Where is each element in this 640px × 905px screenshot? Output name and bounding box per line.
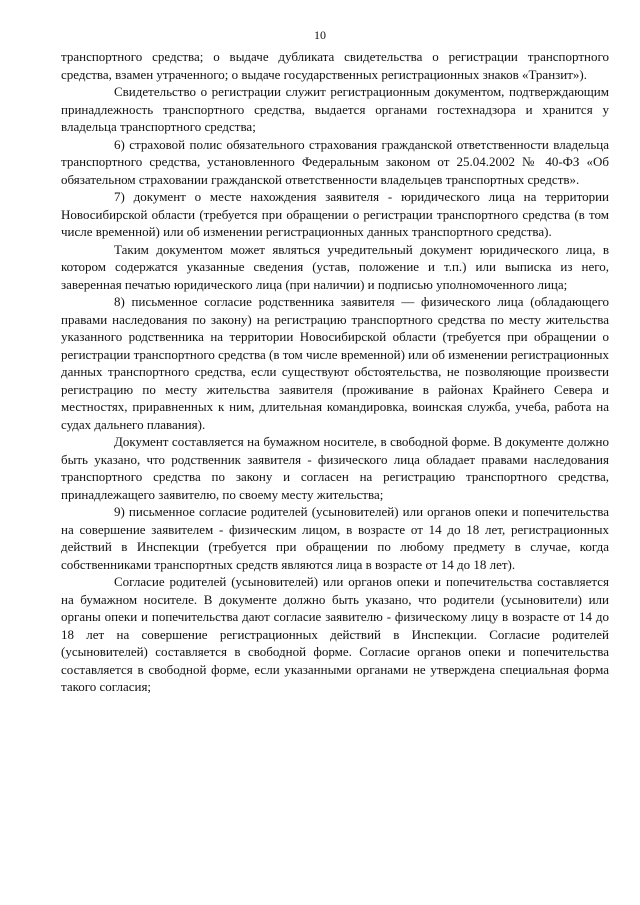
document-body <box>61 48 609 696</box>
paragraph: 7) документ о месте нахождения заявителя - юридического лица на территории Новосибирской области (требуется при обращении о регистрации транспортного средства (в том числе временной) или об изменении регистрационных данных транспортного средства). <box>61 189 609 239</box>
paragraph: транспортного средства; о выдаче дубликата свидетельства о регистрации транспортного средства, взамен утраченного; о выдаче государственных регистрационных знаков «Транзит»). <box>61 49 609 82</box>
paragraph: 9) письменное согласие родителей (усыновителей) или органов опеки и попечительства на совершение заявителем - физическим лицом, в возрасте от 14 до 18 лет, регистрационных действий в Инспекции (требуется при обращении по любому предмету в случае, когда собственниками транспортных средств являются лица в возрасте от 14 до 18 лет). <box>61 504 609 572</box>
paragraph: Свидетельство о регистрации служит регистрационным документом, подтверждающим принадлежность транспортного средства, выдается органами гостехнадзора и хранится у владельца транспортного средства; <box>61 84 609 134</box>
page-number: 10 <box>314 28 326 42</box>
paragraph: 6) страховой полис обязательного страхования гражданской ответственности владельца транспортного средства, установленного Федеральным законом от 25.04.2002 № 40-ФЗ «Об обязательном страховании гражданской ответственности владельцев транспортных средств». <box>61 136 609 187</box>
paragraph: Таким документом может являться учредительный документ юридического лица, в котором содержатся указанные сведения (устав, положение и т.п.) или выписка из него, заверенная печатью юридического лица (при наличии) и подписью уполномоченного лица; <box>61 241 609 292</box>
paragraph: Согласие родителей (усыновителей) или органов опеки и попечительства составляется на бумажном носителе. В документе должно быть указано, что родители (усыновители) или органы опеки и попечительства дают согласие заявителю - физическому лицу в возрасте от 14 до 18 лет на совершение регистрационных действий в Инспекции. Согласие родителей (усыновителей) составляется в свободной форме. Согласие органов опеки и попечительства составляется в свободной форме, если указанными органами не утверждена специальная форма такого согласия; <box>61 574 609 694</box>
paragraph: Документ составляется на бумажном носителе, в свободной форме. В документе должно быть указано, что родственник заявителя - физического лица обладает правами наследования транспортного средства по закону и согласен на регистрацию транспортного средства, принадлежащего заявителю, по своему месту жительства; <box>61 434 609 502</box>
paragraph: 8) письменное согласие родственника заявителя — физического лица (обладающего правами наследования по закону) на регистрацию транспортного средства по месту жительства указанного родственника на территории Новосибирской области (требуется при обращении о регистрации транспортного средства (в том числе временной) или об изменении регистрационных данных транспортного средства, если существуют обстоятельства, не позволяющие произвести регистрацию по месту жительства заявителя (проживание в районах Крайнего Севера и местностях, приравненных к ним, длительная командировка, воинская служба, учеба, работа на судах дальнего плавания). <box>61 294 609 432</box>
